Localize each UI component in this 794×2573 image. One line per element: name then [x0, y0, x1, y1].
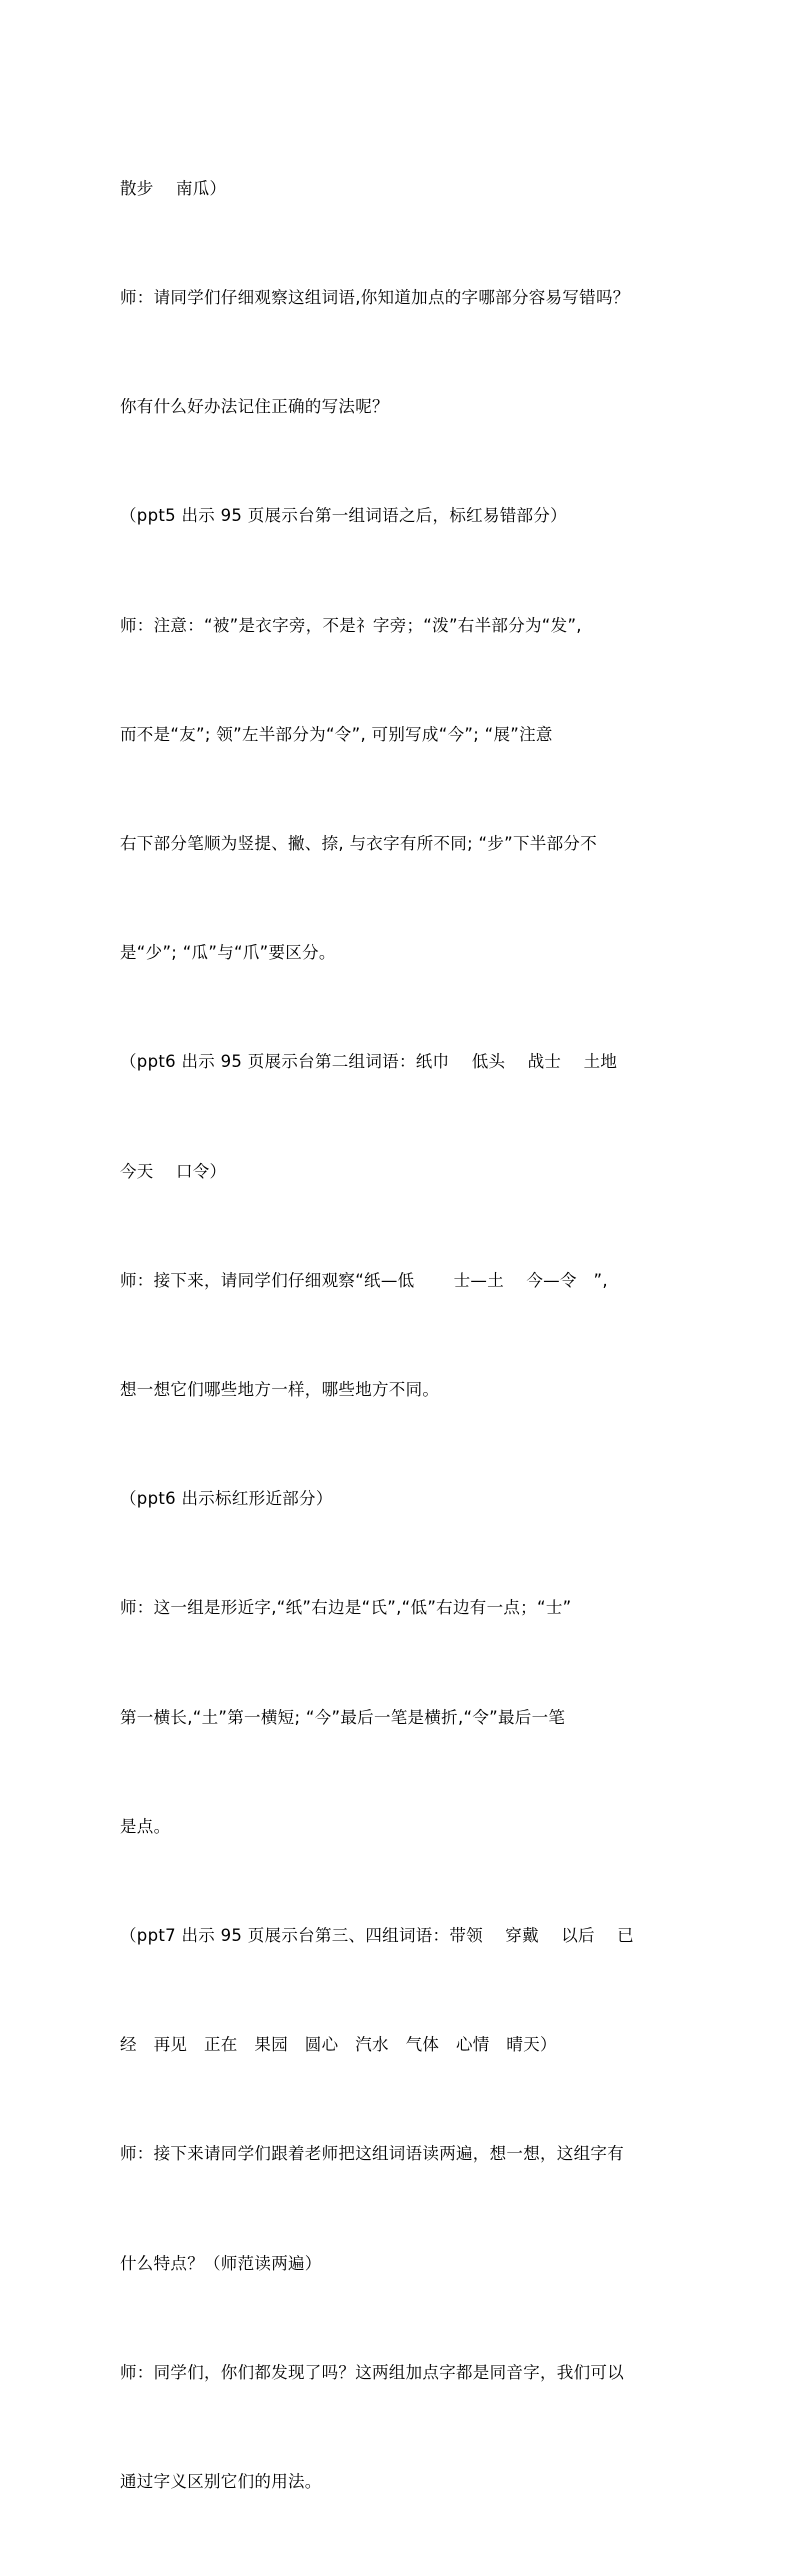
text-line: 散步 南瓜）: [120, 178, 227, 198]
text-line: 经 再见 正在 果园 圆心 汽水 气体 心情 晴天）: [120, 2035, 557, 2055]
text-line: 师：接下来请同学们跟着老师把这组词语读两遍，想一想，这组字有: [120, 2144, 624, 2164]
text-line: （ppt6 出示 95 页展示台第二组词语：纸巾 低头 战士 土地: [120, 1052, 618, 1072]
text-line: 是点。: [120, 1816, 171, 1836]
text-line: （ppt6 出示标红形近部分）: [120, 1489, 333, 1509]
text-line: 想一想它们哪些地方一样，哪些地方不同。: [120, 1380, 440, 1400]
document-body: [120, 98, 690, 2573]
text-line: （ppt7 出示 95 页展示台第三、四组词语：带领 穿戴 以后 已: [120, 1926, 634, 1946]
text-line: （ppt5 出示 95 页展示台第一组词语之后，标红易错部分）: [120, 506, 567, 526]
text-line: 师：接下来，请同学们仔细观察“纸—低 士—土 今—令 ”,: [120, 1270, 608, 1290]
text-line: 右下部分笔顺为竖提、撇、捺, 与衣字有所不同; “步”下半部分不: [120, 834, 597, 854]
text-line: 第一横长,“土”第一横短; “今”最后一笔是横折,“令”最后一笔: [120, 1707, 566, 1727]
text-line: 师：注意：“被”是衣字旁，不是礻字旁；“泼”右半部分为“发”,: [120, 615, 582, 635]
text-line: 而不是“友”; 领”左半部分为“令”, 可别写成“今”; “展”注意: [120, 724, 553, 744]
text-line: 师：这一组是形近字,“纸”右边是“氏”,“低”右边有一点；“士”: [120, 1598, 572, 1618]
text-line: 是“少”; “瓜”与“爪”要区分。: [120, 943, 336, 963]
text-line: 什么特点？（师范读两遍）: [120, 2253, 322, 2273]
text-line: 你有什么好办法记住正确的写法呢？: [120, 397, 389, 417]
text-line: 今天 口令）: [120, 1161, 227, 1181]
text-line: 师：同学们，你们都发现了吗？这两组加点字都是同音字，我们可以: [120, 2362, 624, 2382]
text-line: 师：请同学们仔细观察这组词语,你知道加点的字哪部分容易写错吗？: [120, 288, 630, 308]
text-line: 通过字义区别它们的用法。: [120, 2472, 322, 2492]
